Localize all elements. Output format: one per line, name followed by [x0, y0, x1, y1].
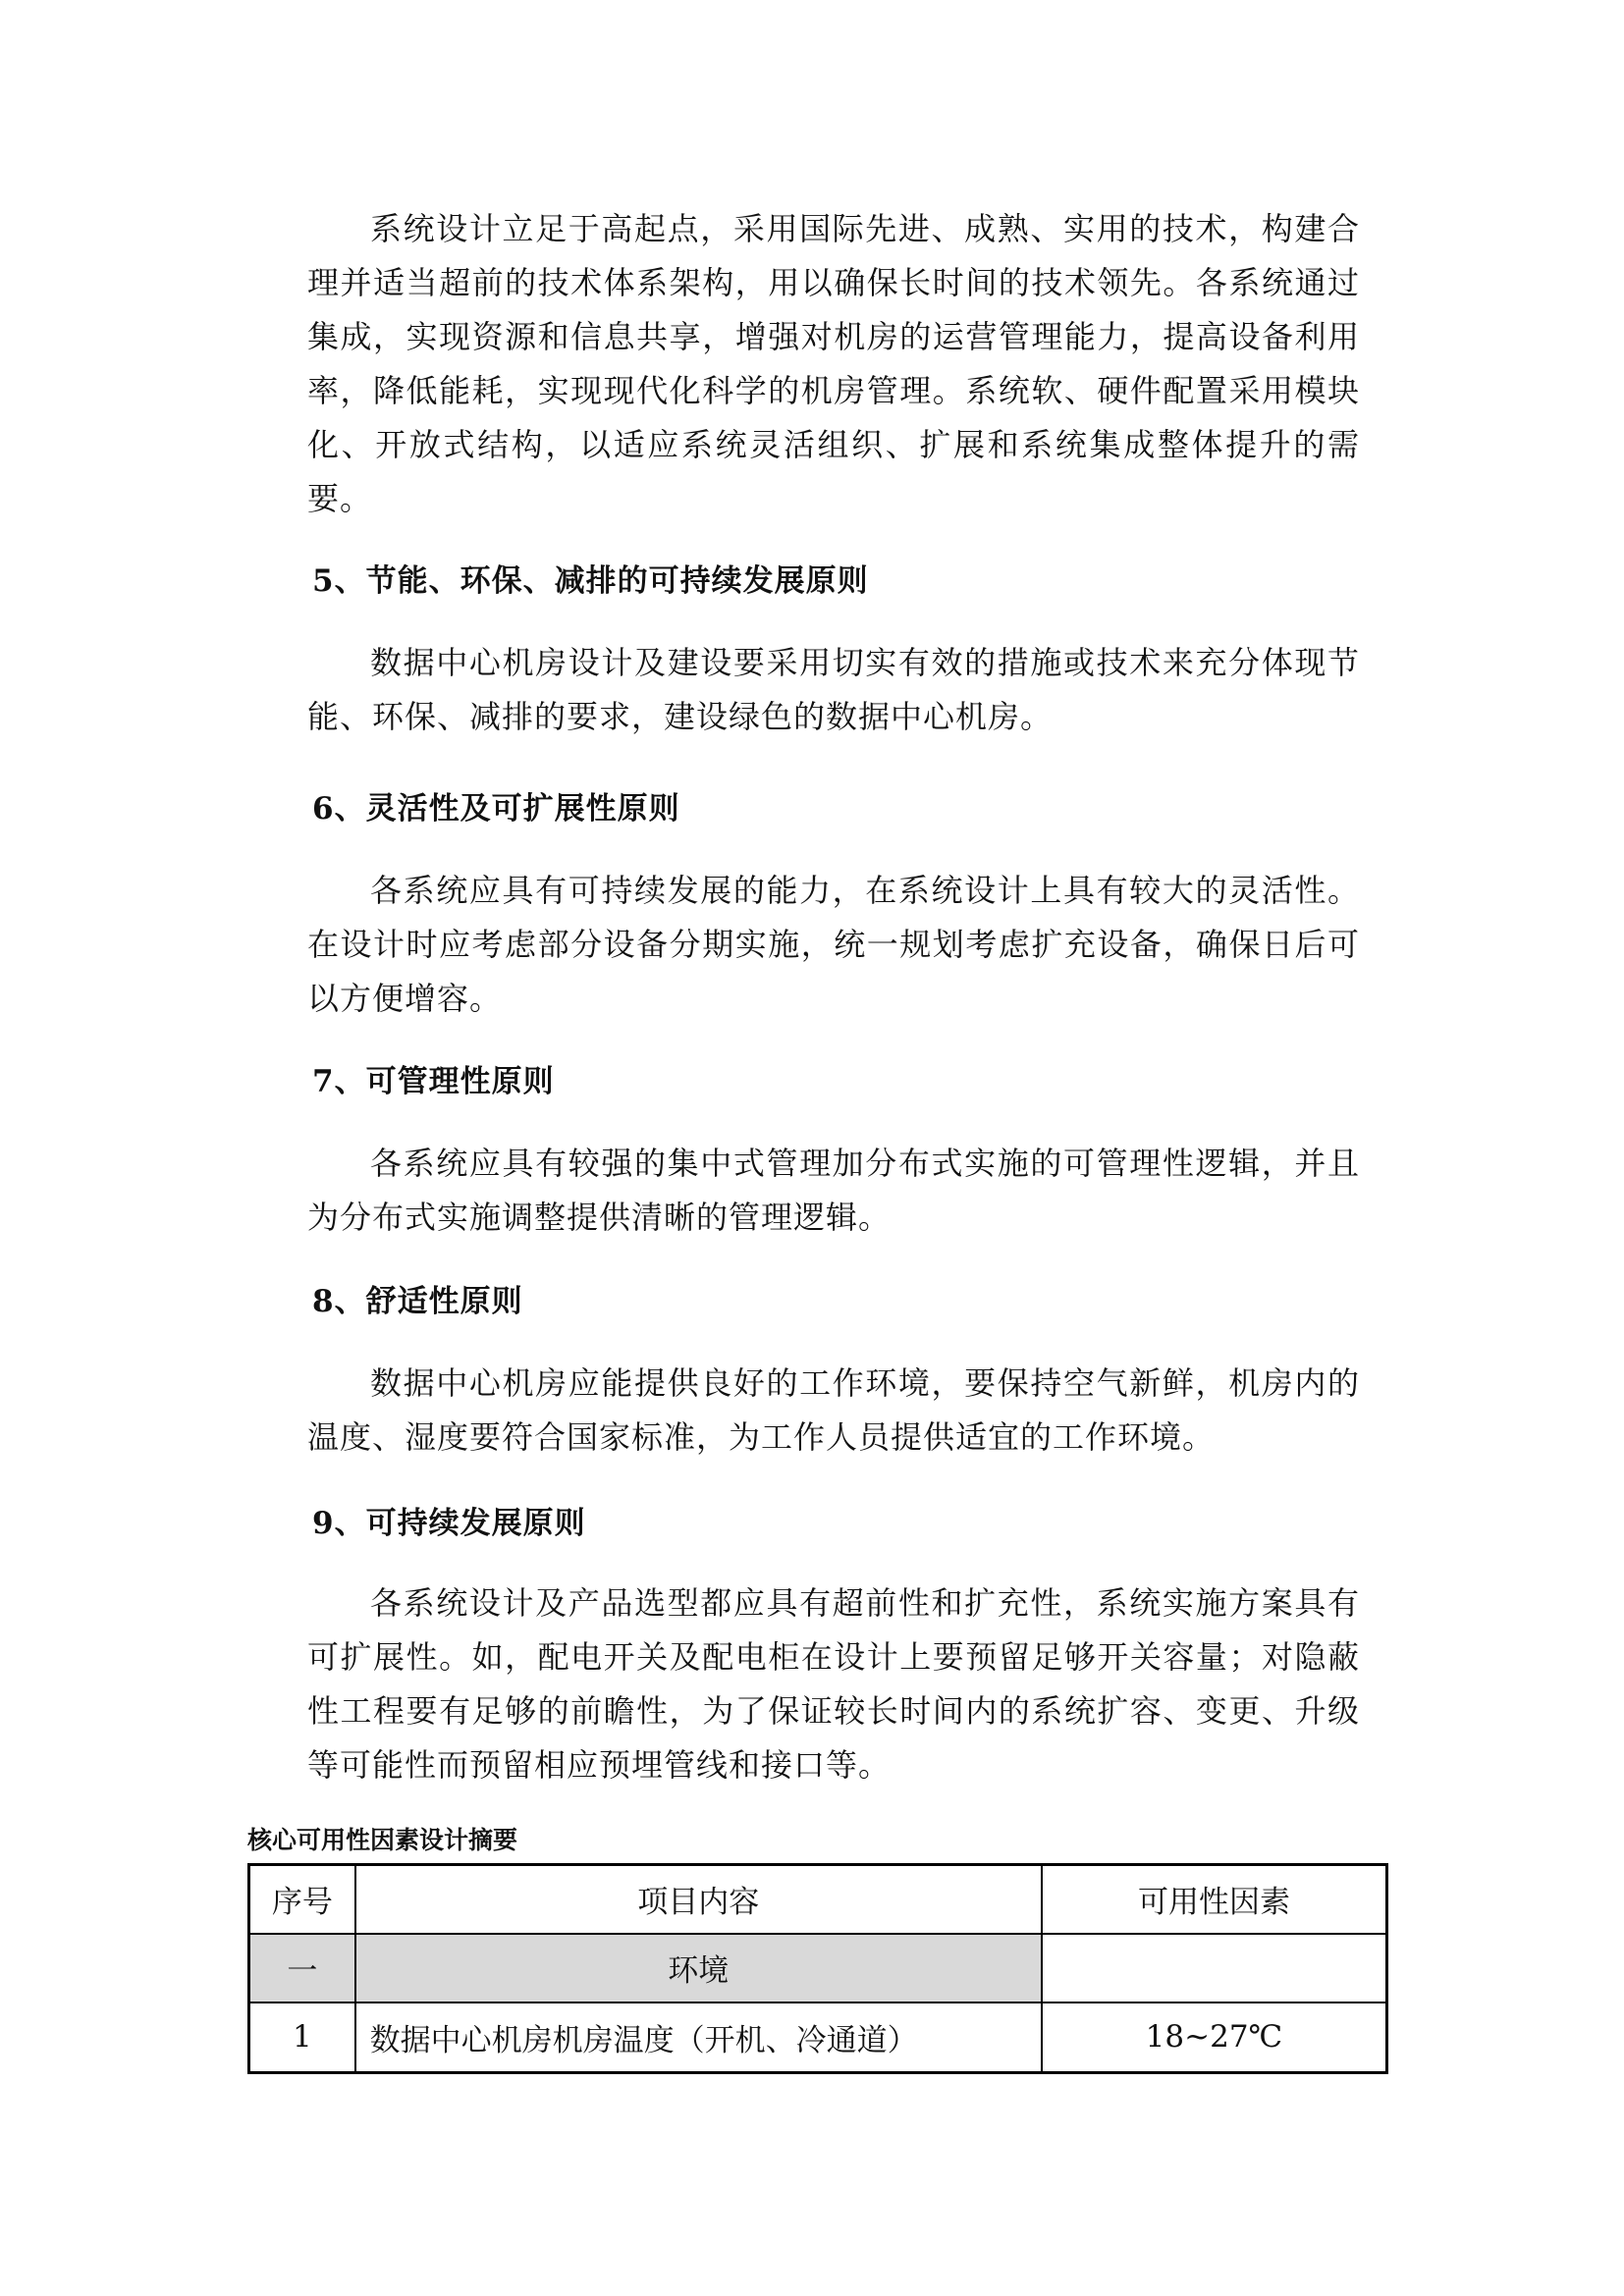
availability-summary-table: [247, 1863, 1388, 2074]
section-body-9: 各系统设计及产品选型都应具有超前性和扩充性，系统实施方案具有可扩展性。如，配电开关及配电柜在设计上要预留足够开关容量；对隐蔽性工程要有足够的前瞻性，为了保证较长时间内的系统扩容、变更、升级等可能性而预留相应预埋管线和接口等。: [307, 1584, 1360, 1784]
section-heading-7: 7、可管理性原则: [312, 1064, 555, 1099]
section-item: 环境: [355, 1934, 1042, 2002]
section-heading-5: 5、节能、环保、减排的可持续发展原则: [312, 563, 869, 599]
section-number: 一: [249, 1934, 355, 2002]
section-heading-9: 9、可持续发展原则: [312, 1506, 586, 1541]
row-factor: 18~27℃: [1042, 2002, 1387, 2073]
section-body-7: 各系统应具有较强的集中式管理加分布式实施的可管理性逻辑，并且为分布式实施调整提供清晰的管理逻辑。: [307, 1145, 1360, 1236]
table-header-row: [249, 1865, 1387, 1934]
section-heading-6: 6、灵活性及可扩展性原则: [312, 791, 680, 827]
section-body-6: 各系统应具有可持续发展的能力，在系统设计上具有较大的灵活性。在设计时应考虑部分设备分期实施，统一规划考虑扩充设备，确保日后可以方便增容。: [307, 872, 1360, 1017]
section-factor: [1042, 1934, 1387, 2002]
section-heading-8: 8、舒适性原则: [312, 1284, 523, 1319]
row-number: 1: [249, 2002, 355, 2073]
header-number: 序号: [249, 1865, 355, 1934]
header-availability-factor: 可用性因素: [1042, 1865, 1387, 1934]
table-row: [249, 2002, 1387, 2073]
header-item-content: 项目内容: [355, 1865, 1042, 1934]
section-body-8: 数据中心机房应能提供良好的工作环境，要保持空气新鲜，机房内的温度、湿度要符合国家标准，为工作人员提供适宜的工作环境。: [307, 1364, 1360, 1456]
section-body-5: 数据中心机房设计及建设要采用切实有效的措施或技术来充分体现节能、环保、减排的要求，建设绿色的数据中心机房。: [307, 644, 1360, 735]
intro-paragraph: 系统设计立足于高起点，采用国际先进、成熟、实用的技术，构建合理并适当超前的技术体系架构，用以确保长时间的技术领先。各系统通过集成，实现资源和信息共享，增强对机房的运营管理能力，提高设备利用率，降低能耗，实现现代化科学的机房管理。系统软、硬件配置采用模块化、开放式结构，以适应系统灵活组织、扩展和系统集成整体提升的需要。: [307, 210, 1360, 517]
row-item: 数据中心机房机房温度（开机、冷通道）: [355, 2002, 1042, 2073]
table-caption: 核心可用性因素设计摘要: [247, 1826, 518, 1854]
table-section-row: [249, 1934, 1387, 2002]
